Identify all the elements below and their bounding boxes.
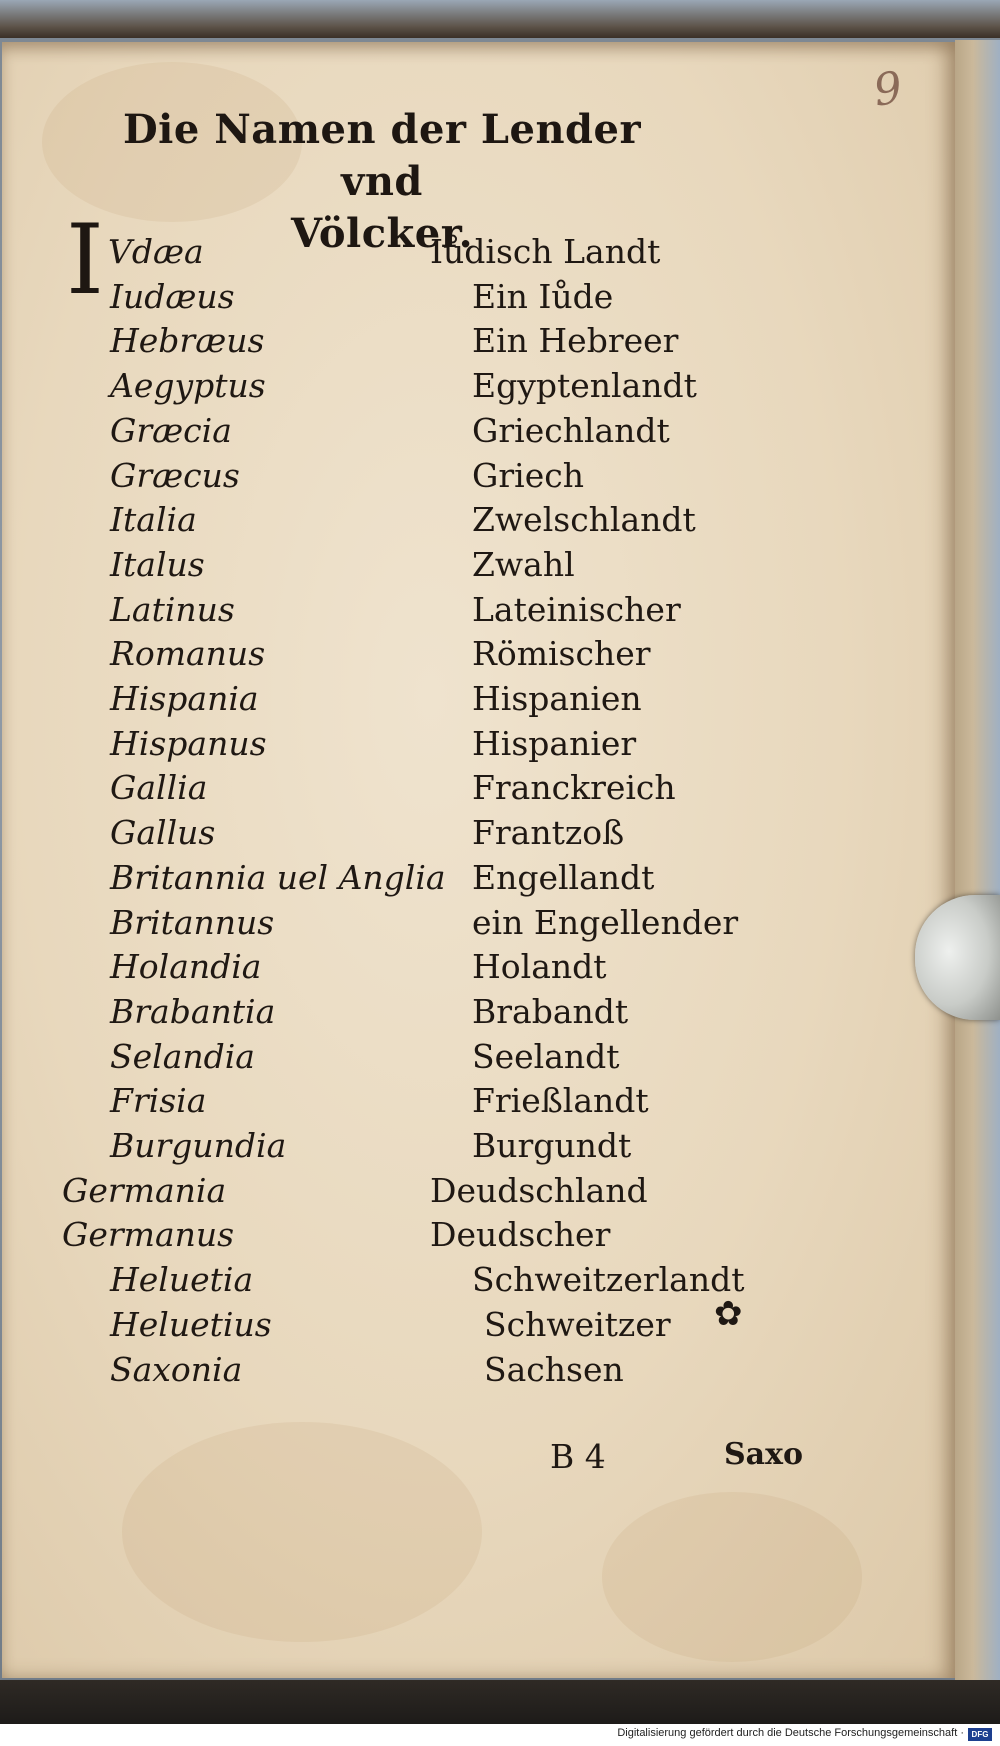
entry-row (2, 319, 955, 363)
entry-row (2, 722, 955, 766)
german-term: Seelandt (472, 1036, 620, 1076)
latin-term: Aegyptus (110, 366, 266, 406)
german-term: Hispanien (472, 679, 642, 718)
german-term: Zwahl (472, 544, 575, 584)
latin-term: Brabantia (110, 991, 276, 1031)
digitization-footer (0, 1724, 1000, 1746)
latin-term: Latinus (110, 589, 235, 629)
entry-row (2, 945, 955, 989)
german-term: Zwelschlandt (472, 500, 696, 540)
entry-row (2, 454, 955, 498)
dfg-logo: DFG (968, 1728, 992, 1741)
entry-row (2, 990, 955, 1034)
latin-term: Hispania (110, 679, 259, 718)
latin-term: Frisia (110, 1081, 207, 1121)
entry-row (2, 632, 955, 676)
entry-row (2, 1079, 955, 1123)
entry-row (2, 811, 955, 855)
latin-term: Britannia uel Anglia (110, 857, 446, 897)
latin-term: Holandia (110, 947, 262, 987)
german-term: Iůdisch Landt (430, 232, 661, 271)
latin-term: Heluetius (110, 1304, 272, 1344)
latin-term: Gallia (110, 768, 208, 808)
paper-stain (602, 1492, 862, 1662)
latin-term: Hebræus (110, 321, 265, 361)
book-page (2, 42, 955, 1678)
german-term: Franckreich (472, 768, 676, 808)
entry-row (2, 543, 955, 587)
latin-term: Iudæus (110, 276, 235, 316)
title-line-1: Die Namen der Lender vnd (122, 106, 642, 205)
entry-row (2, 1303, 955, 1347)
german-term: Römischer (472, 634, 651, 674)
latin-term: Vdæa (108, 232, 204, 271)
latin-term: Britannus (110, 902, 275, 942)
german-term: Burgundt (472, 1126, 632, 1165)
latin-term: Heluetia (110, 1260, 254, 1300)
german-term: Frantzoß (472, 813, 625, 853)
entry-row (2, 856, 955, 900)
entry-row (2, 364, 955, 408)
german-term: Ein Iůde (472, 276, 614, 316)
entry-row (2, 1258, 955, 1302)
book-fore-edge (955, 40, 1000, 1680)
entry-row (2, 1213, 955, 1257)
entry-row (2, 677, 955, 721)
latin-term: Selandia (110, 1036, 255, 1076)
latin-term: Germania (62, 1170, 227, 1210)
paper-stain (122, 1422, 482, 1642)
german-term: Frießlandt (472, 1081, 649, 1121)
german-term: Ein Hebreer (472, 321, 679, 361)
page-number: 9 (870, 62, 906, 117)
german-term: Deudscher (430, 1215, 611, 1255)
footer-credit: Digitalisierung gefördert durch die Deutsche Forschungsgemeinschaft · (617, 1727, 964, 1739)
german-term: Griech (472, 455, 584, 495)
entry-row (2, 588, 955, 632)
latin-term: Italia (110, 500, 197, 540)
german-term: Deudschland (430, 1170, 648, 1210)
entry-row (2, 498, 955, 542)
german-term: Brabandt (472, 991, 629, 1031)
catchword: Saxo (724, 1437, 803, 1472)
entry-row (2, 1169, 955, 1213)
latin-term: Saxonia (110, 1349, 243, 1389)
german-term: ein Engellender (472, 902, 739, 942)
initial-letter: I (66, 204, 104, 316)
latin-term: Germanus (62, 1215, 235, 1255)
book-bottom-edge (0, 1680, 1000, 1724)
german-term: Lateinischer (472, 589, 681, 629)
german-term: Schweitzer (484, 1304, 671, 1344)
latin-term: Gallus (110, 813, 216, 853)
latin-term: Hispanus (110, 723, 267, 763)
latin-term: Romanus (110, 634, 266, 674)
entry-row (2, 1124, 955, 1168)
latin-term: Burgundia (110, 1126, 287, 1165)
german-term: Engellandt (472, 857, 655, 897)
printer-ornament: ✿ (714, 1294, 743, 1334)
entry-row (2, 409, 955, 453)
entry-row (2, 275, 955, 319)
german-term: Sachsen (484, 1349, 624, 1389)
latin-term: Græcus (110, 455, 240, 495)
entry-row (2, 1035, 955, 1079)
german-term: Schweitzerlandt (472, 1260, 745, 1300)
entry-row (2, 230, 955, 274)
signature-mark: B 4 (550, 1437, 606, 1476)
german-term: Hispanier (472, 723, 637, 763)
latin-term: Græcia (110, 410, 232, 450)
german-term: Egyptenlandt (472, 366, 697, 406)
german-term: Griechlandt (472, 410, 670, 450)
entry-row (2, 901, 955, 945)
german-term: Holandt (472, 947, 607, 987)
book-top-edge (0, 0, 1000, 38)
title-line-2: Völcker. (290, 210, 474, 257)
entry-row (2, 766, 955, 810)
entry-row (2, 1348, 955, 1392)
latin-term: Italus (110, 544, 205, 584)
